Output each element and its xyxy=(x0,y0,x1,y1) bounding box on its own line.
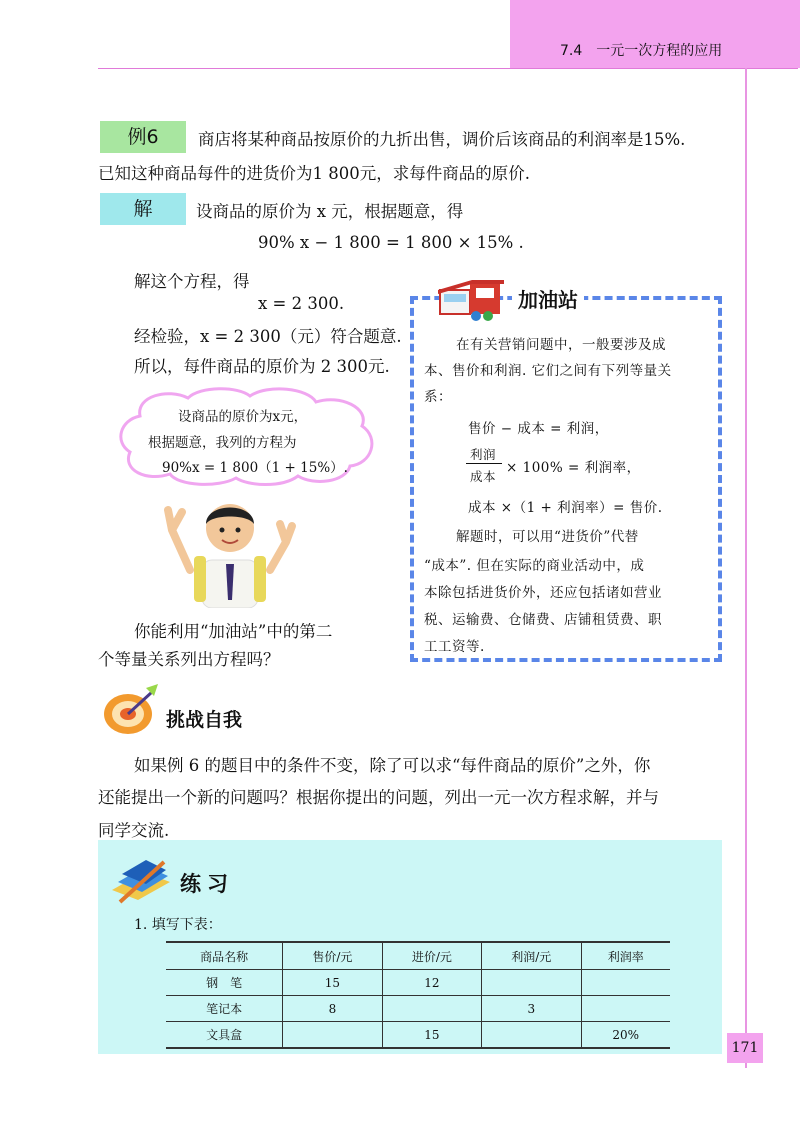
target-icon xyxy=(100,682,162,740)
fuel-eq-2: × 100% = 利润率， xyxy=(506,460,641,476)
example-line-2: 已知这种商品每件的进货价为1 800元，求每件商品的原价. xyxy=(98,164,530,183)
fuel-eq-1: 售价 − 成本 = 利润， xyxy=(468,421,609,437)
table-cell xyxy=(382,996,481,1022)
question-line-1: 你能利用“加油站”中的第二 xyxy=(134,622,333,641)
solution-result: x = 2 300. xyxy=(258,294,345,313)
table-cell: 8 xyxy=(283,996,382,1022)
table-cell: 15 xyxy=(283,970,382,996)
fuel-p1-line-3: 系： xyxy=(424,389,452,405)
boy-illustration xyxy=(160,490,300,608)
table-cell xyxy=(581,970,670,996)
challenge-title: 挑战自我 xyxy=(166,709,243,731)
table-cell xyxy=(482,970,581,996)
solution-line-3: 经检验，x = 2 300（元）符合题意. xyxy=(134,327,402,346)
right-rule xyxy=(745,68,747,1068)
solution-line-2: 解这个方程，得 xyxy=(134,272,250,291)
cloud-line-3: 90%x = 1 800（1 + 15%）. xyxy=(162,460,348,476)
challenge-line-1: 如果例 6 的题目中的条件不变，除了可以求“每件商品的原价”之外，你 xyxy=(134,756,651,775)
table-cell xyxy=(581,996,670,1022)
gas-station-icon xyxy=(436,276,506,322)
top-rule xyxy=(98,68,798,69)
table-cell xyxy=(283,1022,382,1049)
table-cell: 12 xyxy=(382,970,481,996)
table-header-cell: 售价/元 xyxy=(283,942,382,970)
fuel-eq-3: 成本 ×（1 + 利润率）= 售价. xyxy=(468,500,663,516)
table-cell xyxy=(482,1022,581,1049)
solution-line-1: 设商品的原价为 x 元，根据题意，得 xyxy=(196,202,464,221)
fuel-p2-line-4: 税、运输费、仓储费、店铺租赁费、职 xyxy=(424,612,662,628)
table-header-cell: 利润率 xyxy=(581,942,670,970)
challenge-line-3: 同学交流. xyxy=(98,821,170,840)
cloud-line-1: 设商品的原价为x元， xyxy=(178,409,308,425)
example-line-1: 商店将某种商品按原价的九折出售，调价后该商品的利润率是15%. xyxy=(198,130,686,149)
section-title: 7.4 一元一次方程的应用 xyxy=(560,43,723,59)
solution-equation: 90% x − 1 800 = 1 800 × 15% . xyxy=(258,233,524,252)
table-cell: 15 xyxy=(382,1022,481,1049)
table-row xyxy=(166,996,670,1022)
fuel-eq2-denominator: 成本 xyxy=(470,469,497,484)
fuel-eq2-numerator: 利润 xyxy=(470,447,497,462)
example-tag: 例6 xyxy=(100,121,186,153)
practice-question: 1. 填写下表： xyxy=(134,917,222,933)
table-header-cell: 利润/元 xyxy=(482,942,581,970)
fuel-p1-line-1: 在有关营销问题中，一般要涉及成 xyxy=(456,337,666,353)
table-cell: 文具盒 xyxy=(166,1022,283,1049)
fill-in-table xyxy=(166,941,670,1049)
table-header-cell: 进价/元 xyxy=(382,942,481,970)
fuel-station-title: 加油站 xyxy=(512,284,584,313)
table-row xyxy=(166,1022,670,1049)
table-row xyxy=(166,970,670,996)
practice-title: 练习 xyxy=(180,872,234,896)
challenge-line-2: 还能提出一个新的问题吗？根据你提出的问题，列出一元一次方程求解，并与 xyxy=(98,788,659,807)
fraction-bar xyxy=(466,463,502,464)
fuel-p2-line-2: “成本”. 但在实际的商业活动中，成 xyxy=(424,558,645,574)
fuel-p2-line-5: 工工资等. xyxy=(424,639,485,655)
table-header-cell: 商品名称 xyxy=(166,942,283,970)
table-cell: 20% xyxy=(581,1022,670,1049)
question-line-2: 个等量关系列出方程吗？ xyxy=(98,650,280,669)
table-cell: 3 xyxy=(482,996,581,1022)
fuel-p2-line-1: 解题时，可以用“进货价”代替 xyxy=(456,529,639,545)
cloud-line-2: 根据题意，我列的方程为 xyxy=(148,435,297,451)
page-number: 171 xyxy=(727,1033,763,1063)
table-cell: 笔记本 xyxy=(166,996,283,1022)
fuel-p1-line-2: 本、售价和利润. 它们之间有下列等量关 xyxy=(424,363,672,379)
notebook-pencil-icon xyxy=(108,856,174,906)
solution-line-4: 所以，每件商品的原价为 2 300元. xyxy=(134,357,390,376)
table-header-row xyxy=(166,942,670,970)
table-cell: 钢 笔 xyxy=(166,970,283,996)
solution-tag: 解 xyxy=(100,193,186,225)
fuel-p2-line-3: 本除包括进货价外，还应包括诸如营业 xyxy=(424,585,662,601)
